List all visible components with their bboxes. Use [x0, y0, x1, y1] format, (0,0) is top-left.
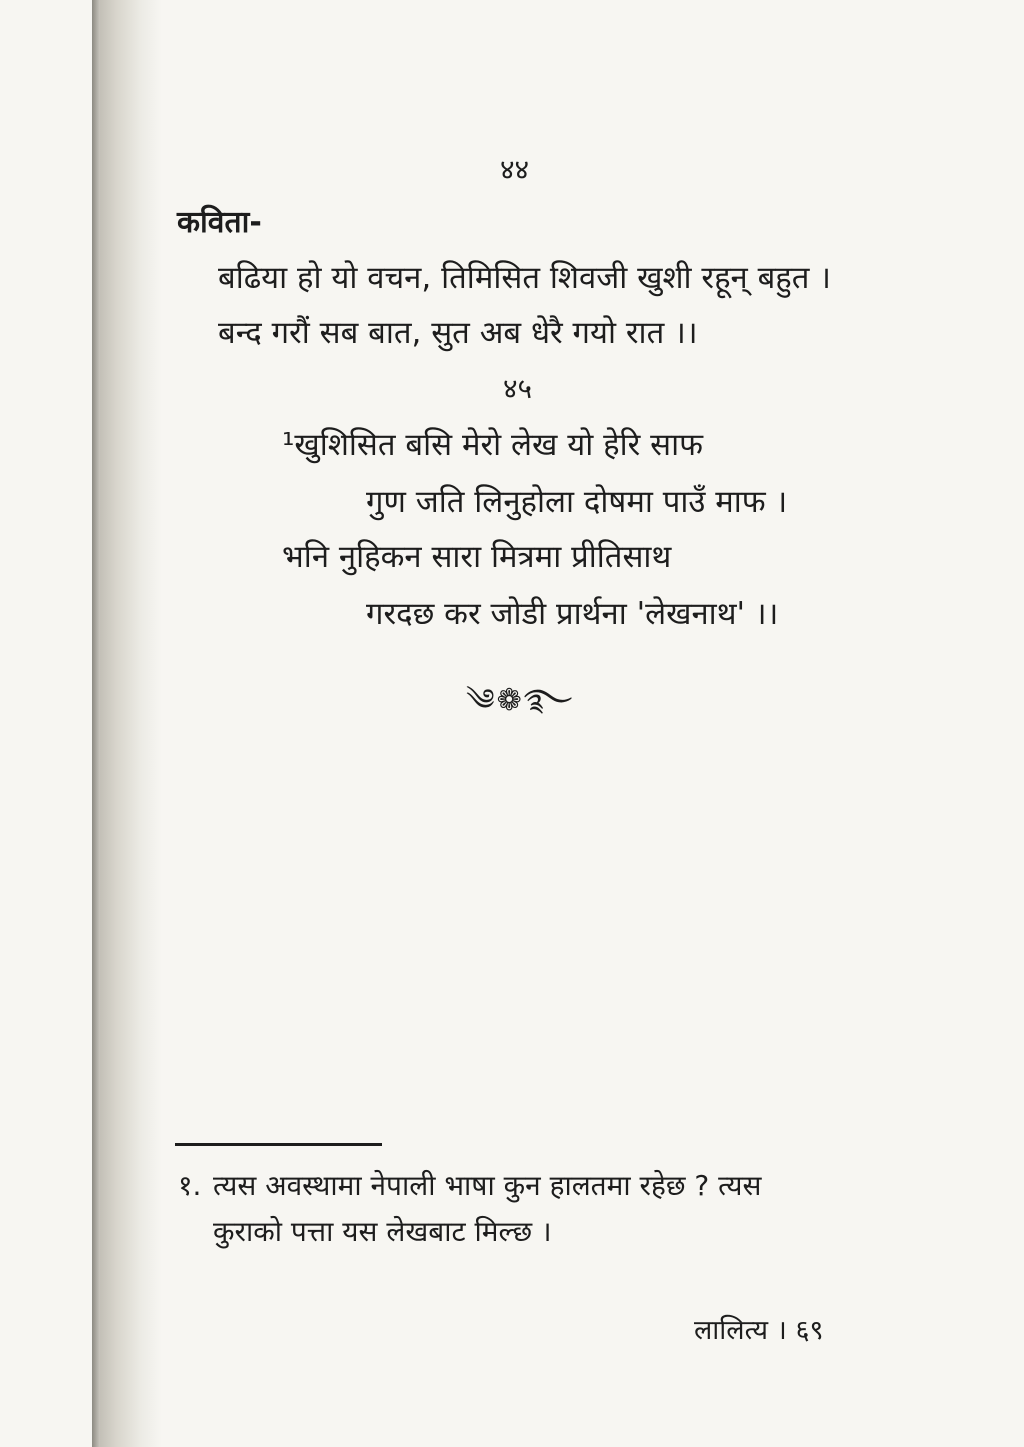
footnote-rule — [175, 1143, 382, 1146]
section-heading: कविता- — [177, 205, 262, 240]
page-footer: लालित्य । ६९ — [694, 1315, 824, 1346]
page-edge — [92, 0, 100, 1447]
footnote-line-2: कुराको पत्ता यस लेखबाट मिल्छ । — [213, 1215, 552, 1248]
verse-45-line-4: गरदछ कर जोडी प्रार्थना 'लेखनाथ' ।। — [366, 596, 779, 632]
verse-number-44: ४४ — [500, 153, 530, 186]
verse-44-line-1: बढिया हो यो वचन, तिमिसित शिवजी खुशी रहून् बहुत । — [218, 260, 832, 296]
verse-45-line-1: ¹खुशिसित बसि मेरो लेख यो हेरि साफ — [282, 427, 704, 463]
footnote-line-1: त्यस अवस्थामा नेपाली भाषा कुन हालतमा रहेछ ? त्यस — [213, 1169, 762, 1202]
footnote-marker: १. — [178, 1169, 202, 1202]
end-ornament: ༄❁࿐ — [466, 683, 575, 718]
verse-45-line-2: गुण जति लिनुहोला दोषमा पाउँ माफ । — [366, 484, 788, 520]
verse-number-45: ४५ — [503, 372, 533, 405]
page-gutter-shadow — [92, 0, 162, 1447]
verse-44-line-2: बन्द गरौं सब बात, सुत अब धेरै गयो रात ।। — [218, 315, 698, 351]
verse-45-line-3: भनि नुहिकन सारा मित्रमा प्रीतिसाथ — [282, 539, 672, 575]
